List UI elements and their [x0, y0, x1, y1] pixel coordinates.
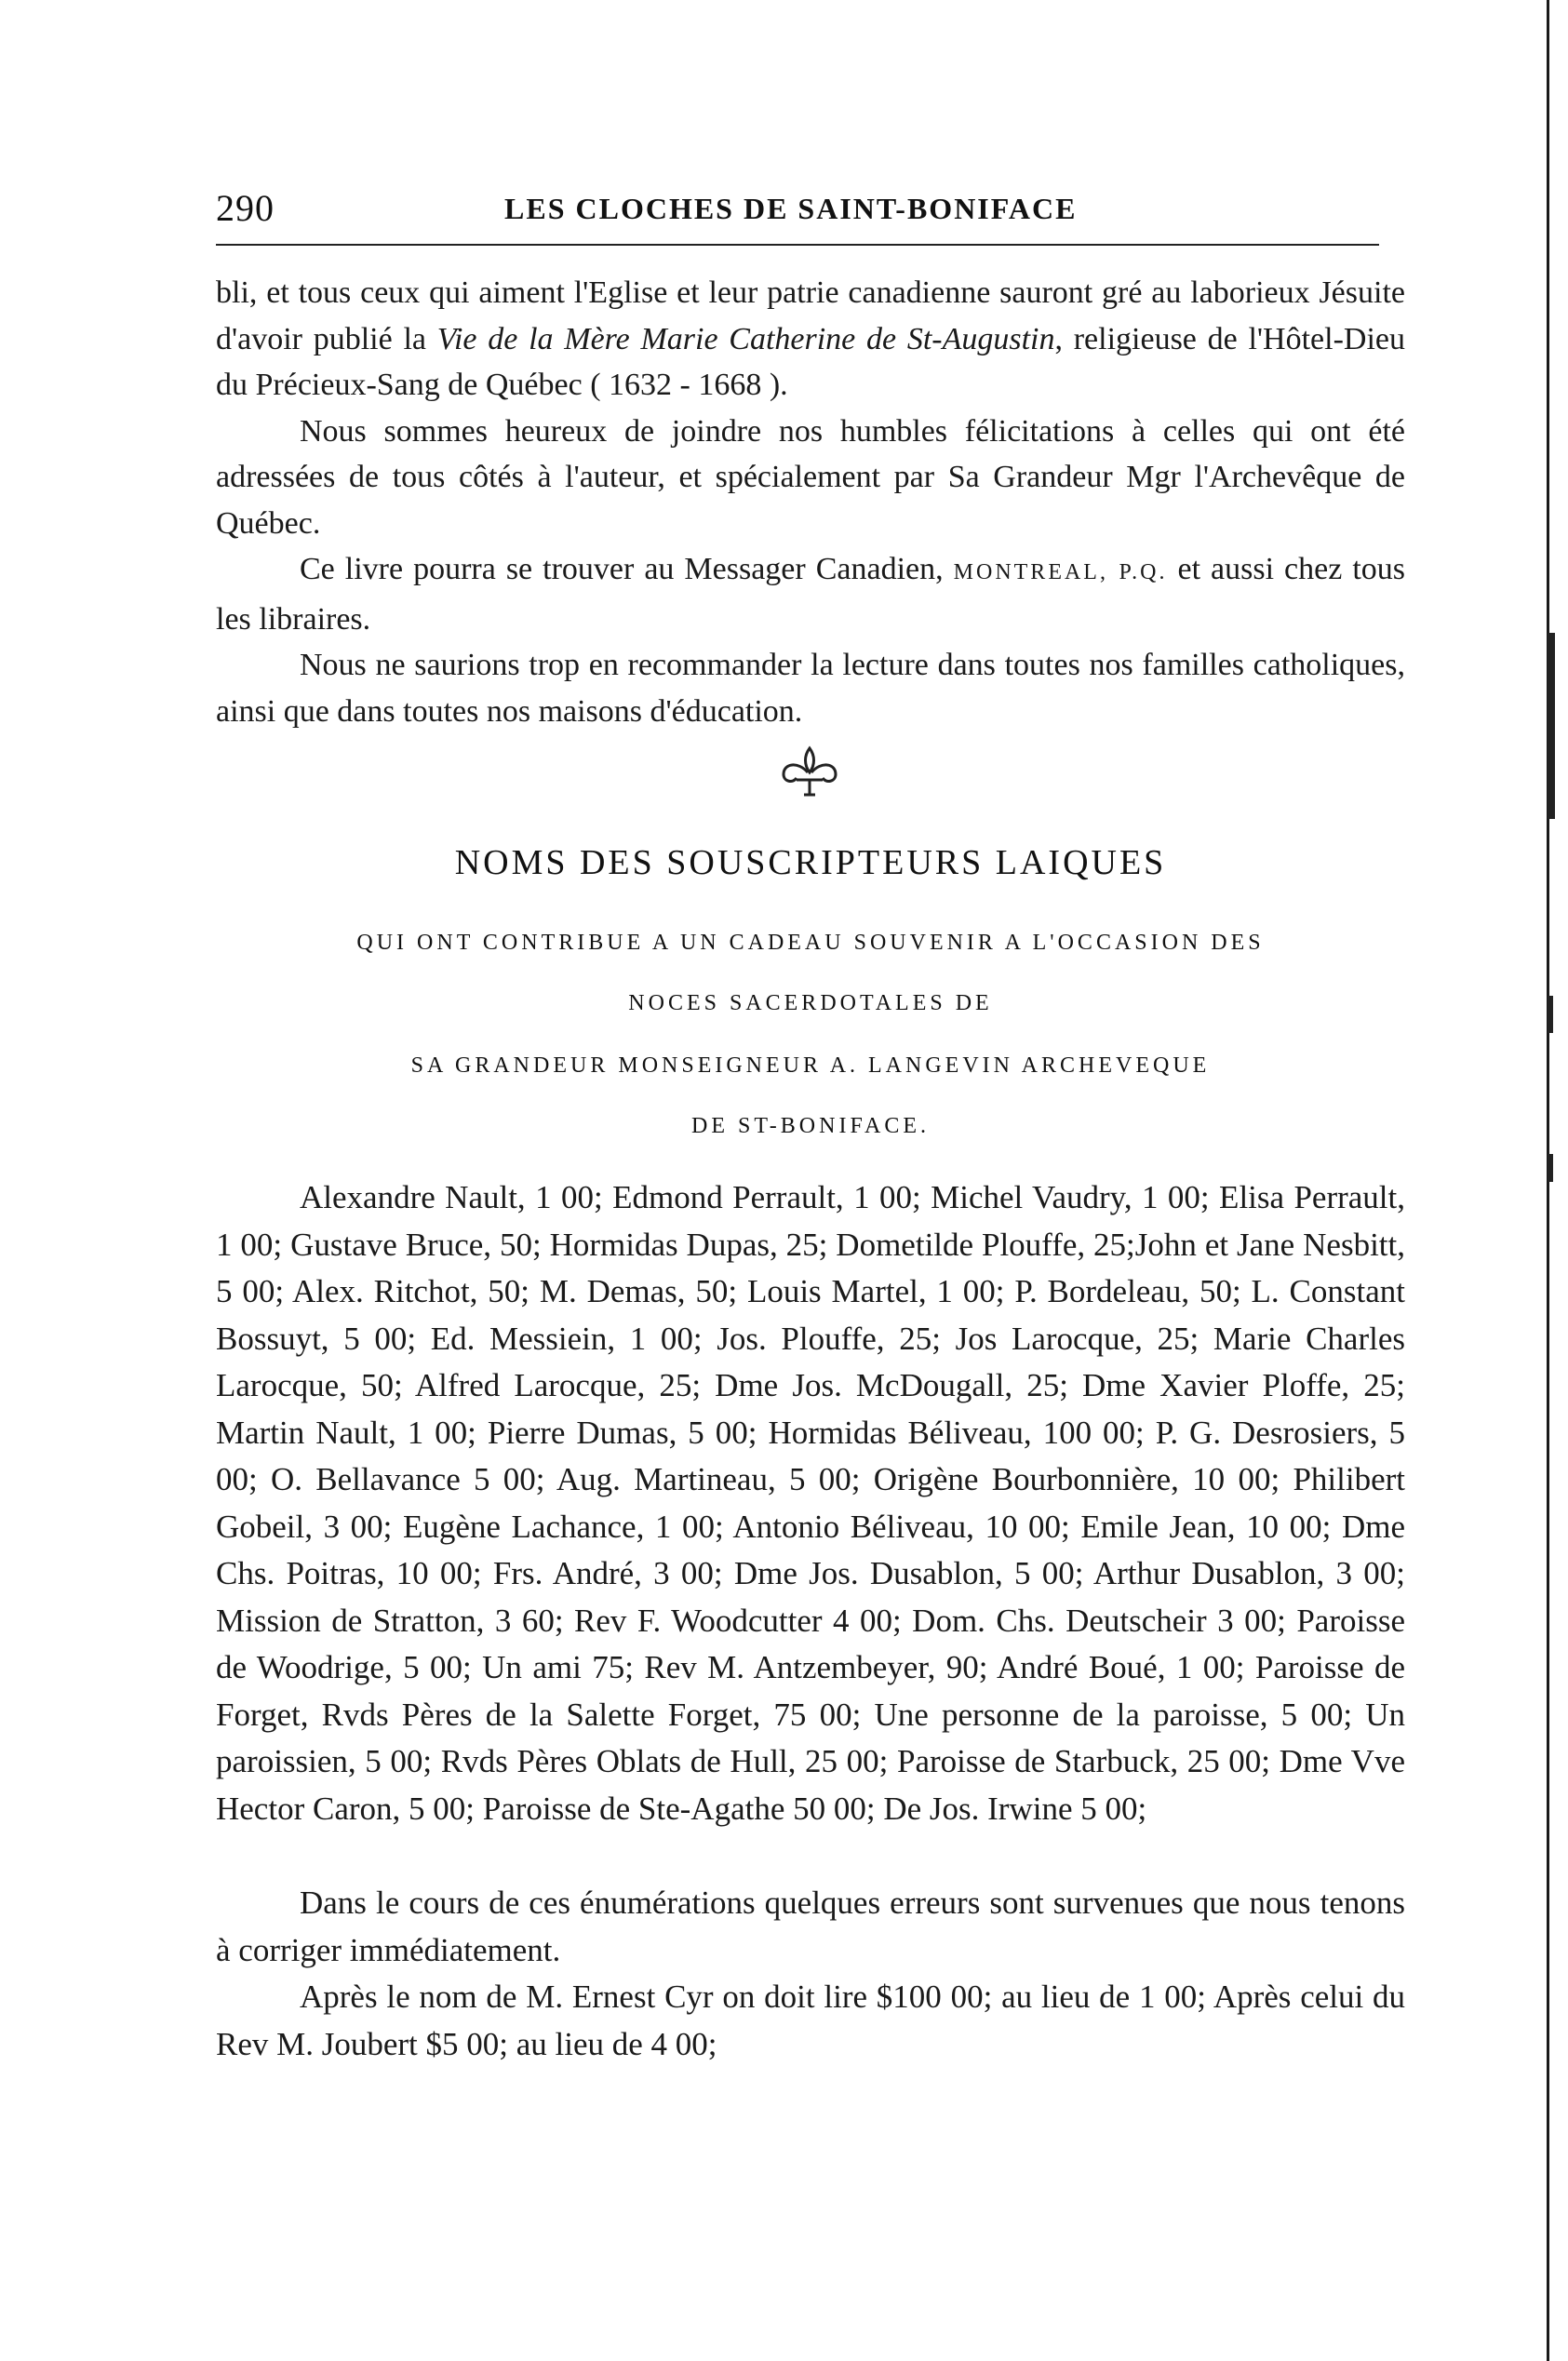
corrections-paragraph: Après le nom de M. Ernest Cyr on doit lire $100 00; au lieu de 1 00; Après celui du Rev M. Joubert $5 00; au lieu de 4 00;	[216, 1979, 1405, 2062]
running-head: LES CLOCHES DE SAINT-BONIFACE	[504, 192, 1078, 225]
fleur-de-lis-icon	[772, 745, 847, 800]
intro-text: bli, et tous ceux qui aiment l'Eglise et leur patrie canadienne sauront gré au laborieux Jésuite d'avoir publié la	[216, 275, 1405, 356]
page-header	[216, 186, 1379, 242]
subscriber-paragraph: Alexandre Nault, 1 00; Edmond Perrault, 1 00; Michel Vaudry, 1 00; Elisa Perrault, 1 00; Gustave Bruce, 50; Hormidas Dupas, 25; Dometilde Plouffe, 25;John et Jane Nesbitt, 5 00; Alex. Ritchot, 50; M. Demas, 50; Louis Martel, 1 00; P. Bordeleau, 50; L. Constant Bossuyt, 5 00; Ed. Messiein, 1 00; Jos. Plouffe, 25; Jos Larocque, 25; Marie Charles Larocque, 50; Alfred Larocque, 25; Dme Jos. McDougall, 25; Dme Xavier Ploffe, 25; Martin Nault, 1 00; Pierre Dumas, 5 00; Hormidas Béliveau, 100 00; P. G. Desrosiers, 5 00; O. Bellavance 5 00; Aug. Martineau, 5 00; Origène Bourbonnière, 10 00; Philibert Gobeil, 3 00; Eugène Lachance, 1 00; Antonio Béliveau, 10 00; Emile Jean, 10 00; Dme Chs. Poitras, 10 00; Frs. André, 3 00; Dme Jos. Dusablon, 5 00; Arthur Dusablon, 3 00; Mission de Stratton, 3 60; Rev F. Woodcutter 4 00; Dom. Chs. Deutscheir 3 00; Paroisse de Woodrige, 5 00; Un ami 75; Rev M. Antzembeyer, 90; André Boué, 1 00; Paroisse de Forget, Rvds Pères de la Salette Forget, 75 00; Une personne de la paroisse, 5 00; Un paroissien, 5 00; Rvds Pères Oblats de Hull, 25 00; Paroisse de Starbuck, 25 00; Dme Vve Hector Caron, 5 00; Paroisse de Ste-Agathe 50 00; De Jos. Irwine 5 00;	[216, 1179, 1405, 1827]
intro-paragraph	[216, 270, 1405, 409]
intro-text: Ce livre pourra se trouver au Messager Canadien,	[300, 552, 954, 586]
section-subheading: QUI ONT CONTRIBUE A UN CADEAU SOUVENIR A L'OCCASION DES	[356, 931, 1265, 955]
section-subheading: SA GRANDEUR MONSEIGNEUR A. LANGEVIN ARCHEVEQUE	[410, 1053, 1211, 1078]
page-number: 290	[216, 187, 275, 229]
subscriber-list	[216, 1174, 1405, 1832]
corrections-section	[216, 1880, 1405, 2068]
scan-edge-mark	[1548, 633, 1555, 819]
section-subheading: NOCES SACERDOTALES DE	[628, 991, 993, 1015]
section-subheading: DE ST-BONIFACE.	[690, 1114, 931, 1138]
publisher-place: MONTREAL, P.Q.	[953, 560, 1168, 584]
intro-text: et aussi chez tous les libraires.	[216, 552, 1406, 637]
corrections-paragraph: Dans le cours de ces énumérations quelques erreurs sont survenues que nous tenons à corriger immédiatement.	[216, 1885, 1405, 1968]
scan-edge-mark	[1548, 1154, 1553, 1182]
intro-paragraph	[216, 546, 1405, 642]
intro-text: , religieuse de l'Hôtel-Dieu du Précieux-Sang de Québec ( 1632 - 1668 ).	[216, 321, 1405, 402]
intro-section	[216, 270, 1405, 734]
header-rule	[216, 244, 1379, 246]
section-heading: NOMS DES SOUSCRIPTEURS LAIQUES	[454, 843, 1167, 882]
intro-paragraph: Nous ne saurions trop en recommander la lecture dans toutes nos familles catholiques, ainsi que dans toutes nos maisons d'éducation.	[216, 648, 1405, 729]
scan-edge-mark	[1548, 996, 1553, 1033]
intro-paragraph: Nous sommes heureux de joindre nos humbles félicitations à celles qui ont été adressées de tous côtés à l'auteur, et spécialement par Sa Grandeur Mgr l'Archevêque de Québec.	[216, 413, 1405, 541]
book-title: Vie de la Mère Marie Catherine de St-Augustin	[436, 321, 1055, 356]
